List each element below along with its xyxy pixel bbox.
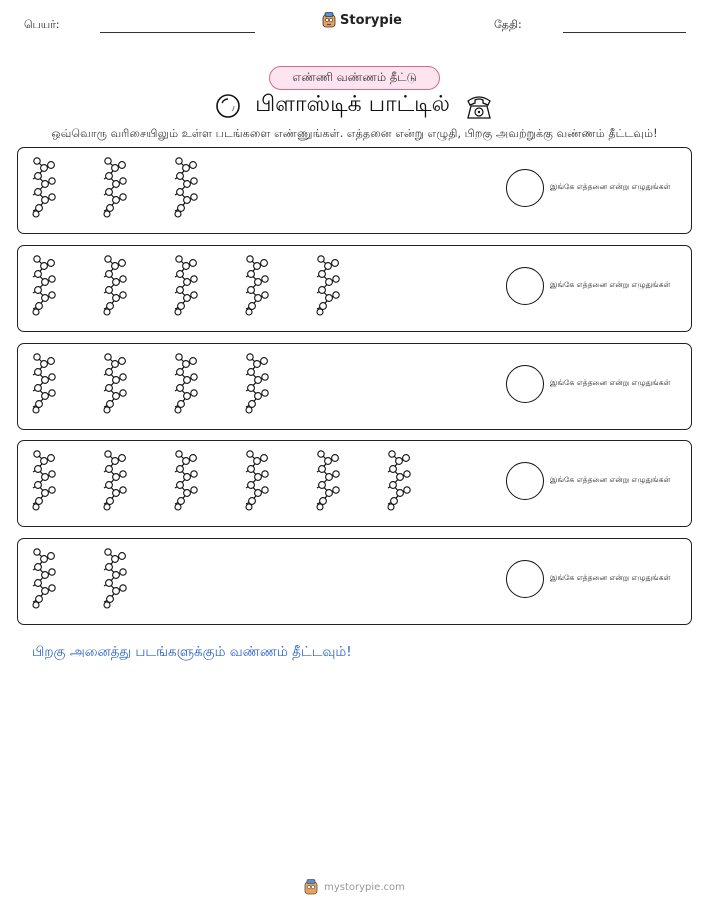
molecule-chain-icon[interactable]: [30, 547, 58, 609]
instructions: ஒவ்வொரு வரிசையிலும் உள்ள படங்களை எண்ணுங்கள். எத்தனை என்று எழுதி, பிறகு அவற்றுக்கு வண்ணம் தீட்டவும்!: [51, 127, 658, 140]
molecule-chain-icon[interactable]: [30, 156, 58, 218]
title-row: [0, 91, 709, 121]
page-title: பிளாஸ்டிக் பாட்டில்: [255, 92, 450, 117]
molecule-chain-icon[interactable]: [314, 254, 342, 316]
brand-logo: [322, 12, 402, 28]
molecule-chain-icon[interactable]: [385, 449, 413, 511]
date-label: தேதி:: [494, 18, 522, 31]
storypie-mascot-icon: [304, 879, 318, 895]
molecule-chain-icon[interactable]: [172, 449, 200, 511]
telephone-icon: [464, 92, 494, 120]
molecule-chain-icon[interactable]: [30, 352, 58, 414]
answer-hint: இங்கே எத்தனை என்று எழுதுங்கள்: [550, 182, 671, 191]
brand-name: Storypie: [340, 12, 402, 28]
name-line[interactable]: [100, 32, 255, 33]
footer-note: பிறகு அனைத்து படங்களுக்கும் வண்ணம் தீட்டவும்!: [32, 644, 352, 660]
counting-row-2: [17, 245, 692, 332]
molecule-chain-icon[interactable]: [172, 254, 200, 316]
answer-circle[interactable]: [506, 169, 544, 207]
molecule-chain-icon[interactable]: [101, 449, 129, 511]
molecule-chain-icon[interactable]: [101, 352, 129, 414]
molecule-chain-icon[interactable]: [30, 449, 58, 511]
answer-circle[interactable]: [506, 462, 544, 500]
worksheet-type-badge: எண்ணி வண்ணம் தீட்டு: [269, 66, 440, 90]
molecule-chain-icon[interactable]: [101, 254, 129, 316]
date-line[interactable]: [563, 32, 686, 33]
answer-hint: இங்கே எத்தனை என்று எழுதுங்கள்: [550, 279, 671, 289]
counting-row-5: [17, 538, 692, 625]
molecule-chain-icon[interactable]: [172, 156, 200, 218]
counting-row-1: [17, 147, 692, 234]
answer-hint: இங்கே எத்தனை என்று எழுதுங்கள்: [550, 377, 671, 387]
bubble-icon: [215, 93, 241, 119]
name-label: பெயர்:: [24, 18, 60, 31]
molecule-chain-icon[interactable]: [243, 449, 271, 511]
molecule-chain-icon[interactable]: [101, 547, 129, 609]
answer-circle[interactable]: [506, 267, 544, 305]
molecule-chain-icon[interactable]: [243, 352, 271, 414]
storypie-mascot-icon: [322, 12, 336, 28]
molecule-chain-icon[interactable]: [172, 352, 200, 414]
molecule-chain-icon[interactable]: [30, 254, 58, 316]
answer-hint: இங்கே எத்தனை என்று எழுதுங்கள்: [550, 475, 671, 485]
molecule-chain-icon[interactable]: [101, 156, 129, 218]
counting-row-3: [17, 343, 692, 430]
answer-circle[interactable]: [506, 365, 544, 403]
counting-row-4: [17, 440, 692, 527]
site-url: mystorypie.com: [324, 881, 405, 893]
answer-circle[interactable]: [506, 560, 544, 598]
answer-hint: இங்கே எத்தனை என்று எழுதுங்கள்: [550, 573, 671, 583]
molecule-chain-icon[interactable]: [243, 254, 271, 316]
site-footer: [0, 879, 709, 895]
molecule-chain-icon[interactable]: [314, 449, 342, 511]
